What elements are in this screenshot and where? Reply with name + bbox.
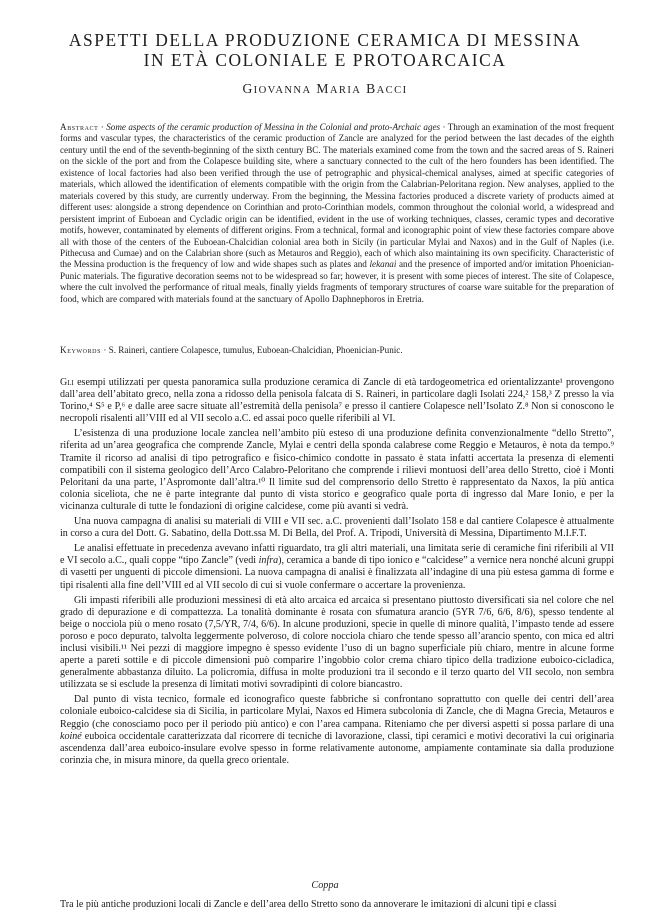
paragraph-4-text-a: Le analisi effettuate in precedenza avevano infatti riguardato, tra gli altri materiali, una limitata serie di ceramiche fini riferibili al VII e VI secolo a.C., quali coppe “tipo Zancle” (vedi (60, 543, 614, 567)
article-title-line-1: ASPETTI DELLA PRODUZIONE CERAMICA DI MESSINA (68, 30, 582, 50)
paragraph-4-text-b: ), ceramica a bande di tipo ionico e “calcidese” a vernice nera nonché alcuni gruppi di vasetti per unguenti di piccole dimensioni. La nuova campagna di analisi è finalizzata all’indagine di una più estesa gamma di forme e tipi risalenti alla fine dell’VIII ed al VII secolo di cui si vuole confermare o accertare la provenienza. (60, 555, 614, 591)
body-paragraph-3: Una nuova campagna di analisi su materiali di VIII e VII sec. a.C. provenienti dall’Isolato 158 e dal cantiere Colapesce è attualmente in corso a cura del Dott. G. Sabatino, della Dott.ssa M. Di Bella, del Prof. A. Tripodi, Università di Messina, Dipartimento M.I.F.T. (60, 516, 614, 540)
author-first-initial: G (242, 81, 254, 96)
body-paragraph-1 (60, 377, 614, 425)
body-paragraph-5: Gli impasti riferibili alle produzioni messinesi di età alto arcaica ed arcaica si presentano piuttosto diversificati sia nel colore che nel grado di depurazione e di compattezza. La tonalità dominante è rosata con sfumatura arancio (5YR 7/6, 6/6, 8/6), spesso tendente al beige o nocciola più o meno rosato (7,5/YR, 7/4, 6/6). In alcune produzioni, specie in quelle di minore qualità, l’impasto tende ad essere poroso e poco depurato, talvolta leggermente polveroso, di colore nocciola chiaro che tende spesso all’arancio spento, con mica ed altri inclusi visibili.¹¹ Nei pezzi di maggiore impegno è spesso evidente l’uso di un bagno superficiale più chiaro, mentre in alcune forme aperte a pareti sottile e di piccole dimensioni può comparire l’ingobbio color crema chiaro tipico della tradizione euboico-cicladica, generalmente abbastanza diluito. La policromia, diffusa in molte produzioni tra il secondo e il terzo quarto del VII secolo, non sembra utilizzata se si esclude la presenza di limitati motivi sovradipinti di colore biancastro. (60, 594, 614, 691)
paragraph-1-text: esempi utilizzati per questa panoramica sulla produzione ceramica di Zancle di età tardogeometrica ed orientalizzante¹ provengono dall’area dell’abitato greco, nella zona a ridosso della penisola falcata di S. Raineri, in particolare dagli Isolati 224,² 158,³ Z presso la via Torino,⁴ S⁵ e P,⁶ e dalle aree sacre situate all’estremità della penisola⁷ e presso il cantiere Colapesce nell’Isolato Z.⁸ Non si conoscono le necropoli risalenti all’VIII ed al VII secolo a.C. ed assai poco quelle riferibili al VI. (60, 377, 614, 425)
abstract-text-a: Through an examination of the most frequent forms and vascular types, the characteristics of the ceramic production of Zancle are analyzed for the period between the last decades of the eighth century until the end of the seventh-beginning of the sixth century BC. The materials examined come from the town and the sacred areas of S. Raineri on the sickle of the port and from the Colapesce building site, where a sanctuary connected to the cult of the hero founders has been identified. The existence of local factories had also been verified through the use of petrographic and physical-chemical analyses, aimed at specific categories of materials, which allowed the identification of elements compatible with the origin from the Calabrian-Peloritana region. New analyses, applied to the materials covered by this study, are currently underway. From the beginning, the Messina factories produced a discrete variety of products aimed at different uses: alongside a strong dependence on Corinthian and proto-Corinthian models, common throughout the colonial world, a widespread and persistent imprint of Euboean and Cycladic origin can be identified, evident in the use of working techniques, classes, ceramic types and decorative motifs, however, contaminated by elements of different origins. From a technical, formal and iconographic point of view these factories compare above all with those of the centers of the Euboean-Chalcidian colonial area both in Sicily (in particular Mylai and Naxos) and in the Gulf of Naples (i.e. Pithecusa and Cumae) and on the Calabrian shore (such as Metauros and Reggio), each of which also maintaining its own specificity. Characteristic of the Messina production is the frequency of low and wide shapes such as plates and (60, 122, 614, 270)
author-middle-initial: M (316, 81, 330, 96)
abstract-italic-term: lekanai (369, 259, 397, 270)
keywords (60, 345, 620, 356)
paragraph-6-italic: koiné (60, 730, 82, 742)
keywords-label: Keywords (60, 345, 102, 355)
abstract-separator-1: · (98, 122, 107, 132)
abstract (60, 122, 614, 305)
abstract-text-b: and the presence of imported and/or imitation Phoenician-Punic materials. The figurative decoration seems not to be widespread so far; however, it is present with some pieces of interest. The site of Colapesce, where the cult involved the performance of ritual meals, finally yields fragments of temporary structures of coarse ware suitable for the preparation of food, which are compared with materials found at the sanctuary of Apollo Daphnephoros in Eretria. (60, 259, 614, 304)
abstract-subtitle: Some aspects of the ceramic production of Messina in the Colonial and proto-Archaic ages (106, 122, 441, 132)
author-middle-rest: ARIA (329, 85, 362, 96)
section-first-line: Tra le più antiche produzioni locali di Zancle e dell’area dello Stretto sono da annoverare le imitazioni di alcuni tipi e classi (60, 899, 557, 910)
author-last-rest: ACCI (376, 85, 408, 96)
author-first-rest: IOVANNA (253, 85, 312, 96)
body-paragraph-4 (60, 543, 614, 591)
body-paragraph-6 (60, 694, 614, 767)
article-body (60, 377, 614, 770)
paragraph-4-italic: infra (258, 555, 279, 567)
paragraph-6-text-b: euboica occidentale caratterizzata dal ricorrere di tecniche di lavorazione, classi, tipi ceramici e motivi decorativi la cui originaria ascendenza dall’area euboico-insulare evolve spesso in forme relativamente autonome, ampiamente contaminate sia dalla produzione corinzia che, in misura minore, da quella greco orientale. (60, 730, 614, 766)
body-paragraph-2: L’esistenza di una produzione locale zanclea nell’ambito più esteso di una produzione definita convenzionalmente “dello Stretto”, riferita ad un’area geografica che comprende Zancle, Mylai e centri della sponda calabrese come Reggio e Metauros, è nota da tempo.⁹ Tramite il ricorso ad analisi di tipo petrografico e fisico-chimico condotte in passato è stata infatti accertata la presenza di elementi compatibili con il sistema geologico dell’Arco Calabro-Peloritano che comprende i rilievi montuosi dell’area dello Stretto, cioè i Monti Peloritani da una parte, l’Aspromonte dall’altra.¹⁰ Il limite sud del comprensorio dello Stretto è rappresentato da Naxos, la più antica colonia siceliota, che ne è parte integrante dal punto di vista storico e geografico quale porta di ingresso dal Mare Ionio, e per la vicinanza culturale di tutte le fondazioni di origine calcidese, come più avanti si vedrà. (60, 428, 614, 512)
abstract-separator-2: · (440, 122, 448, 132)
keywords-text: S. Raineri, cantiere Colapesce, tumulus, Euboean-Chalcidian, Phoenician-Punic. (108, 345, 403, 355)
article-title-line-2: IN ETÀ COLONIALE E PROTOARCAICA (143, 50, 507, 70)
author-name (0, 81, 650, 97)
author-last-initial: B (366, 81, 377, 96)
abstract-label: Abstract (60, 122, 99, 132)
keywords-separator: · (101, 345, 109, 355)
paragraph-6-text-a: Dal punto di vista tecnico, formale ed iconografico queste fabbriche si confrontano soprattutto con quelle dei centri dell’area coloniale euboico-calcidese sia di Sicilia, in particolare Mylai, Naxos ed Himera subcolonia di Zancle, che di Magna Grecia, Metauros e Reggio (che conosciamo poco per il periodo più antico) e con l’area campana. Riteniamo che per diversi aspetti si possa parlare di una (60, 694, 614, 730)
paragraph-1-smallcaps: Gli (60, 377, 74, 388)
section-heading: Coppa (311, 880, 339, 891)
